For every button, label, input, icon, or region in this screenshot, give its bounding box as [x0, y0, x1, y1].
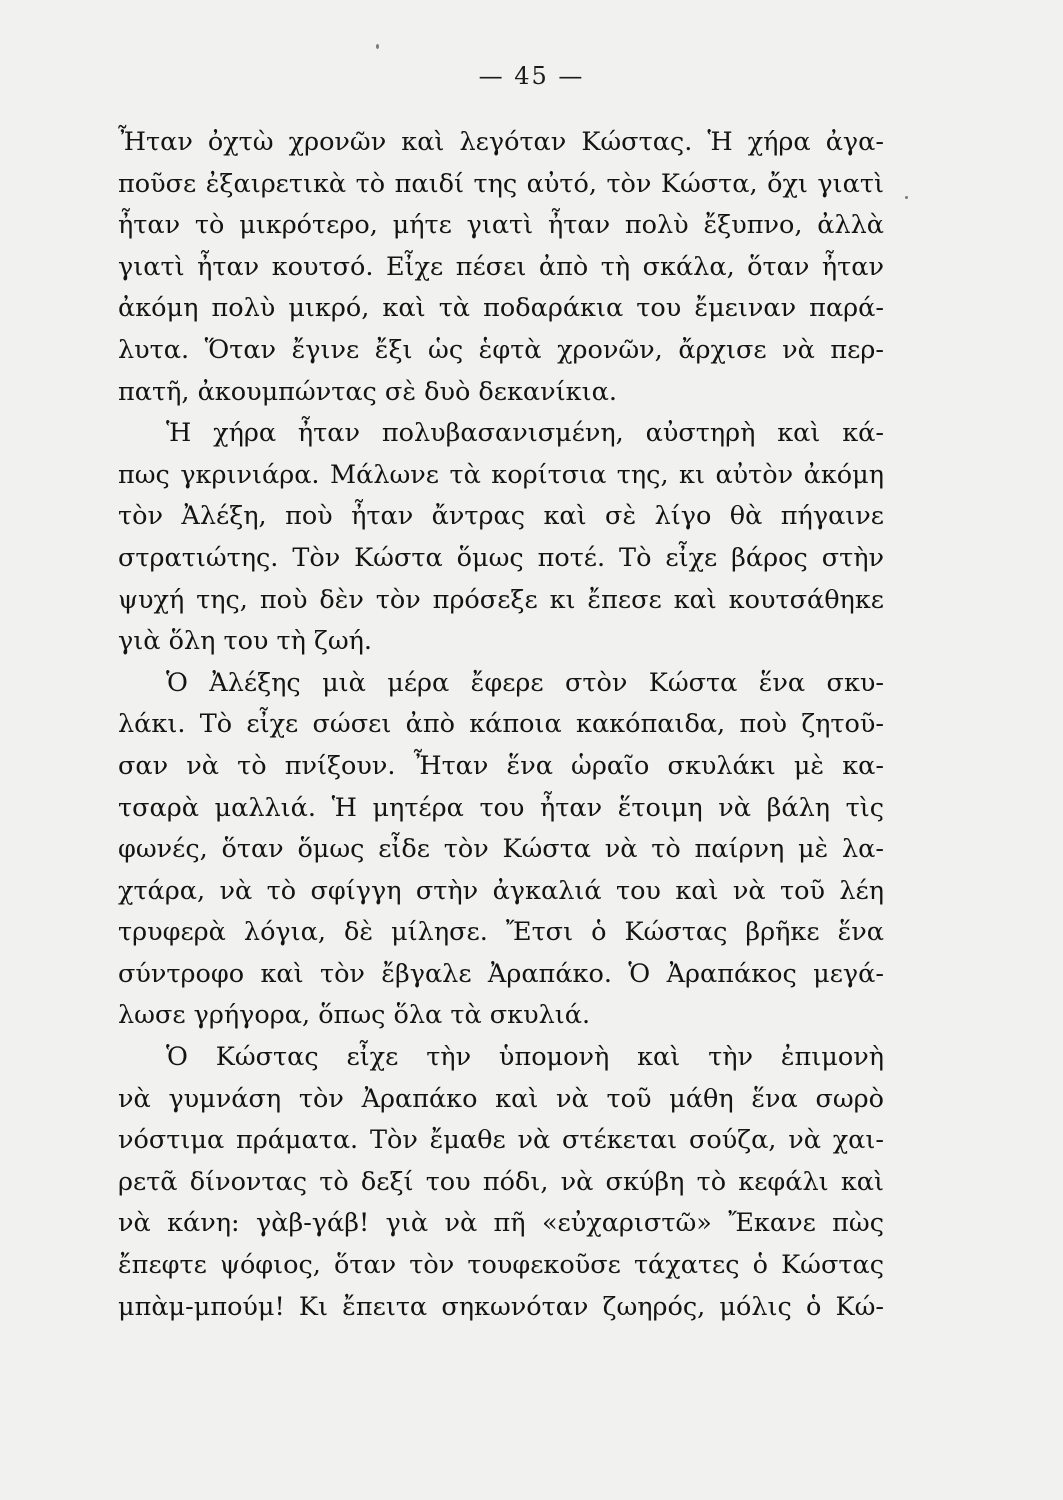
text-line: πατῆ, ἀκουμπώντας σὲ δυὸ δεκανίκια.	[118, 376, 617, 407]
text-line: νόστιμα πράματα. Τὸν ἔμαθε νὰ στέκεται σούζα, νὰ χαι-	[118, 1125, 884, 1156]
scan-speck	[905, 196, 908, 199]
text-line: χτάρα, νὰ τὸ σφίγγη στὴν ἀγκαλιά του καὶ νὰ τοῦ λέη	[118, 875, 884, 906]
text-line: φωνές, ὅταν ὅμως εἶδε τὸν Κώστα νὰ τὸ παίρνη μὲ λα-	[118, 834, 884, 865]
text-line: νὰ γυμνάση τὸν Ἀραπάκο καὶ νὰ τοῦ μάθη ἕνα σωρὸ	[118, 1083, 884, 1114]
text-line: γιὰ ὅλη του τὴ ζωή.	[118, 626, 373, 657]
text-line: μπὰμ-μπούμ! Κι ἔπειτα σηκωνόταν ζωηρός, μόλις ὁ Κώ-	[118, 1291, 884, 1322]
text-line: ἀκόμη πολὺ μικρό, καὶ τὰ ποδαράκια του ἔμειναν παρά-	[118, 293, 884, 324]
text-line: γιατὶ ἦταν κουτσό. Εἶχε πέσει ἀπὸ τὴ σκάλα, ὅταν ἦταν	[118, 251, 884, 282]
text-line: στρατιώτης. Τὸν Κώστα ὅμως ποτέ. Τὸ εἶχε βάρος στὴν	[118, 542, 884, 573]
body-text	[118, 122, 884, 1328]
text-line: λωσε γρήγορα, ὅπως ὅλα τὰ σκυλιά.	[118, 1000, 591, 1031]
text-line: ψυχή της, ποὺ δὲν τὸν πρόσεξε κι ἔπεσε καὶ κουτσάθηκε	[118, 584, 884, 615]
text-line: ἔπεφτε ψόφιος, ὅταν τὸν τουφεκοῦσε τάχατες ὁ Κώστας	[118, 1250, 884, 1281]
text-line: σύντροφο καὶ τὸν ἔβγαλε Ἀραπάκο. Ὁ Ἀραπάκος μεγά-	[118, 958, 884, 989]
text-line: λάκι. Τὸ εἶχε σώσει ἀπὸ κάποια κακόπαιδα, ποὺ ζητοῦ-	[118, 709, 884, 740]
text-line: Ὁ Ἀλέξης μιὰ μέρα ἔφερε στὸν Κώστα ἕνα σκυ-	[166, 667, 884, 698]
text-line: Ὁ Κώστας εἶχε τὴν ὑπομονὴ καὶ τὴν ἐπιμονὴ	[166, 1042, 884, 1073]
text-line: Ἡ χήρα ἦταν πολυβασανισμένη, αὐστηρὴ καὶ κά-	[166, 418, 884, 449]
text-line: ἦταν τὸ μικρότερο, μήτε γιατὶ ἦταν πολὺ ἔξυπνο, ἀλλὰ	[118, 210, 884, 241]
scan-speck	[376, 44, 379, 49]
text-line: Ἦταν ὀχτὼ χρονῶν καὶ λεγόταν Κώστας. Ἡ χήρα ἀγα-	[118, 127, 884, 157]
text-line: λυτα. Ὅταν ἔγινε ἔξι ὡς ἑφτὰ χρονῶν, ἄρχισε νὰ περ-	[118, 334, 884, 365]
text-line: ποῦσε ἐξαιρετικὰ τὸ παιδί της αὐτό, τὸν Κώστα, ὄχι γιατὶ	[118, 168, 884, 199]
text-line: ρετᾶ δίνοντας τὸ δεξί του πόδι, νὰ σκύβη τὸ κεφάλι καὶ	[118, 1166, 884, 1197]
text-line: τὸν Ἀλέξη, ποὺ ἦταν ἄντρας καὶ σὲ λίγο θὰ πήγαινε	[118, 501, 884, 532]
text-line: νὰ κάνη: γὰβ-γάβ! γιὰ νὰ πῆ «εὐχαριστῶ» Ἔκανε πὼς	[118, 1208, 884, 1239]
text-line: τρυφερὰ λόγια, δὲ μίλησε. Ἔτσι ὁ Κώστας βρῆκε ἕνα	[118, 917, 884, 948]
text-line: πως γκρινιάρα. Μάλωνε τὰ κορίτσια της, κι αὐτὸν ἀκόμη	[118, 459, 884, 490]
text-line: τσαρὰ μαλλιά. Ἡ μητέρα του ἦταν ἕτοιμη νὰ βάλη τὶς	[118, 792, 884, 823]
text-line: σαν νὰ τὸ πνίξουν. Ἦταν ἕνα ὡραῖο σκυλάκι μὲ κα-	[118, 750, 884, 781]
page-number: — 45 —	[478, 62, 585, 90]
